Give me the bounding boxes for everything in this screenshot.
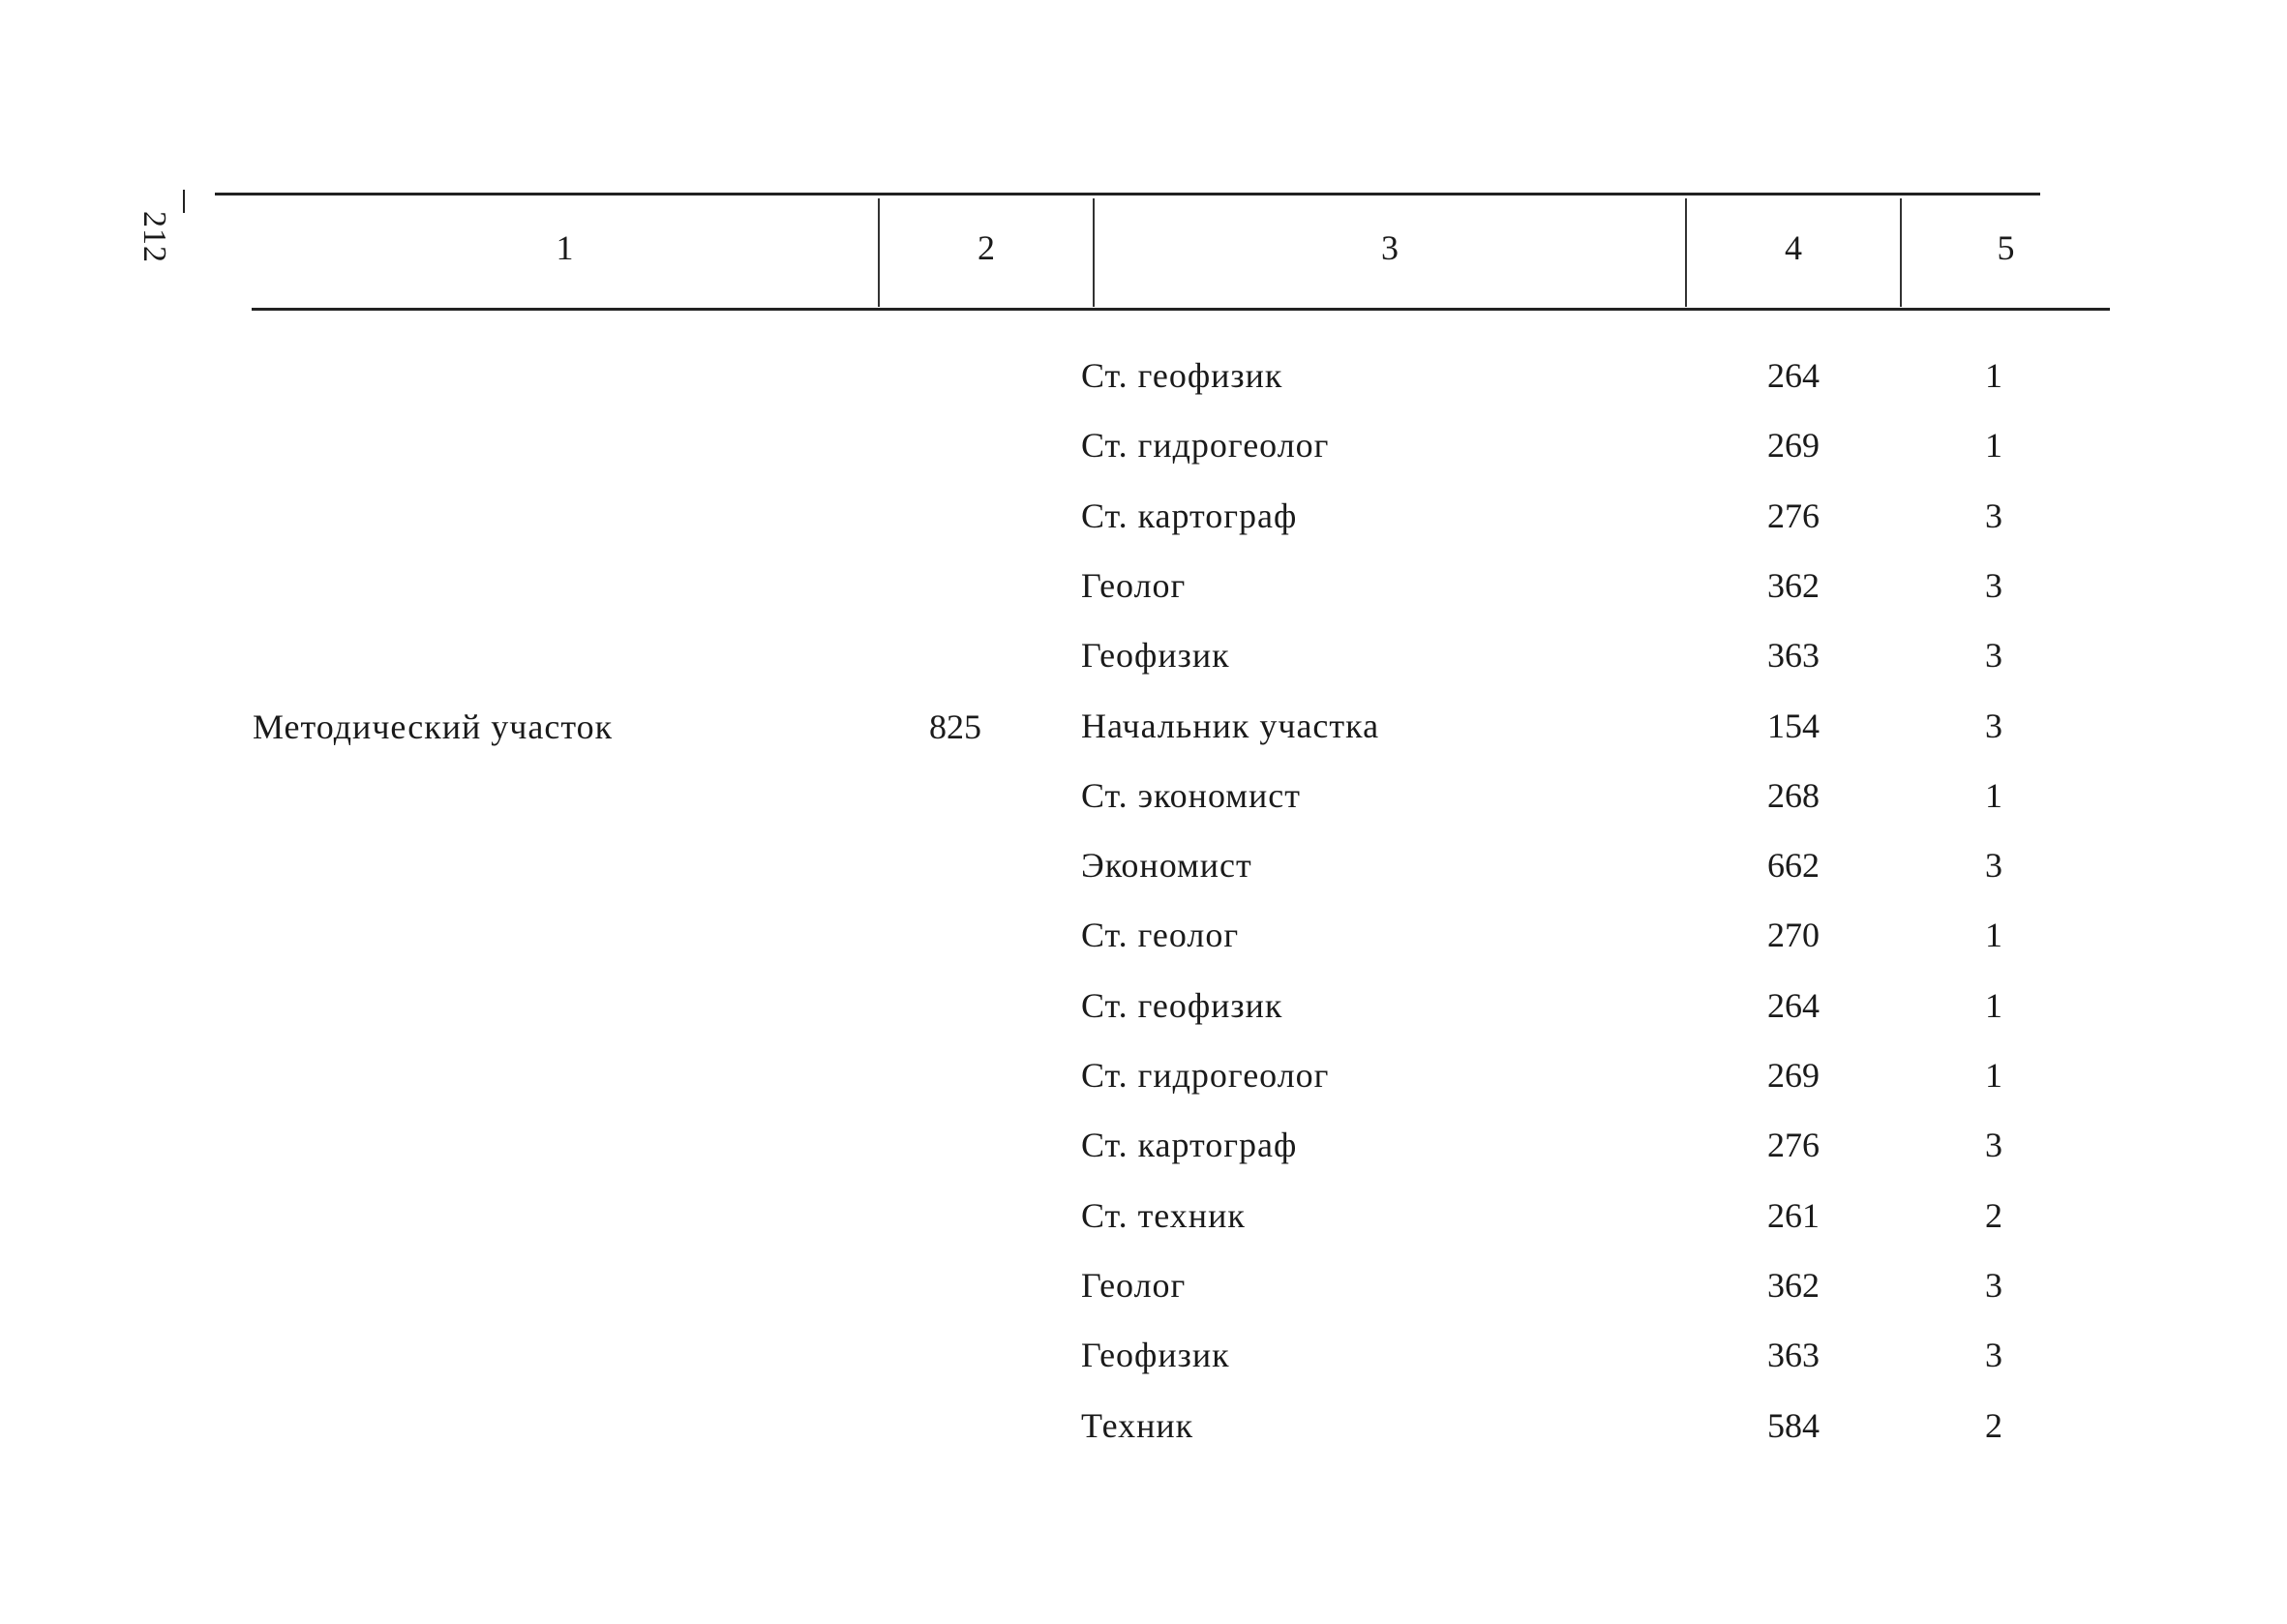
position-name: Ст. экономист [1081,775,1302,815]
table-row [0,900,2287,970]
position-quantity: 1 [1985,1056,2002,1095]
table-row [0,1040,2287,1110]
column-header-1: 1 [556,228,574,267]
column-header-2: 2 [978,228,995,267]
position-name: Начальник участка [1081,706,1380,745]
position-quantity: 1 [1985,775,2002,815]
position-quantity: 3 [1985,846,2002,886]
position-code: 269 [1767,426,1820,466]
position-quantity: 1 [1985,916,2002,955]
position-code: 264 [1767,356,1820,395]
position-quantity: 3 [1985,496,2002,535]
table-row [0,551,2287,620]
section-label: Методический участок [253,707,614,746]
table-top-rule [215,193,2040,195]
table-row [0,1250,2287,1320]
table-row [0,410,2287,480]
position-quantity: 3 [1985,1126,2002,1165]
position-code: 269 [1767,1056,1820,1095]
column-header-5: 5 [1997,228,2015,267]
position-quantity: 2 [1985,1195,2002,1235]
position-name: Ст. картограф [1081,496,1298,535]
table-row [0,341,2287,410]
position-name: Ст. техник [1081,1195,1246,1235]
position-code: 268 [1767,775,1820,815]
position-code: 261 [1767,1195,1820,1235]
position-quantity: 1 [1985,356,2002,395]
table-row [0,1110,2287,1180]
position-code: 276 [1767,496,1820,535]
page-number: 212 [136,211,172,263]
position-name: Геофизик [1081,1336,1230,1375]
table-header-rule [252,308,2110,311]
position-quantity: 2 [1985,1405,2002,1445]
table-row [0,761,2287,830]
column-header-3: 3 [1381,228,1399,267]
position-code: 362 [1767,1265,1820,1305]
table-row [0,481,2287,551]
column-header-4: 4 [1785,228,1802,267]
section-code: 825 [929,707,981,746]
position-quantity: 3 [1985,636,2002,676]
position-name: Ст. гидрогеолог [1081,426,1330,466]
position-name: Экономист [1081,846,1252,886]
position-quantity: 3 [1985,1265,2002,1305]
position-quantity: 3 [1985,706,2002,745]
position-code: 270 [1767,916,1820,955]
table-row [0,971,2287,1040]
table-row [0,1181,2287,1250]
position-name: Ст. гидрогеолог [1081,1056,1330,1095]
position-name: Геофизик [1081,636,1230,676]
position-code: 363 [1767,1336,1820,1375]
table-row [0,1391,2287,1460]
position-name: Ст. геофизик [1081,356,1283,395]
table-row [0,830,2287,900]
table-row [0,691,2287,761]
page-number-mark [183,190,185,213]
position-code: 276 [1767,1126,1820,1165]
position-code: 363 [1767,636,1820,676]
position-name: Ст. геофизик [1081,985,1283,1025]
table-row [0,1320,2287,1390]
position-code: 362 [1767,565,1820,605]
table-row [0,620,2287,690]
position-name: Ст. геолог [1081,916,1240,955]
position-code: 264 [1767,985,1820,1025]
position-code: 154 [1767,706,1820,745]
position-quantity: 1 [1985,426,2002,466]
position-name: Геолог [1081,1265,1187,1305]
position-name: Ст. картограф [1081,1126,1298,1165]
position-name: Техник [1081,1405,1194,1445]
position-quantity: 1 [1985,985,2002,1025]
position-quantity: 3 [1985,1336,2002,1375]
position-name: Геолог [1081,565,1187,605]
position-code: 584 [1767,1405,1820,1445]
position-quantity: 3 [1985,565,2002,605]
position-code: 662 [1767,846,1820,886]
